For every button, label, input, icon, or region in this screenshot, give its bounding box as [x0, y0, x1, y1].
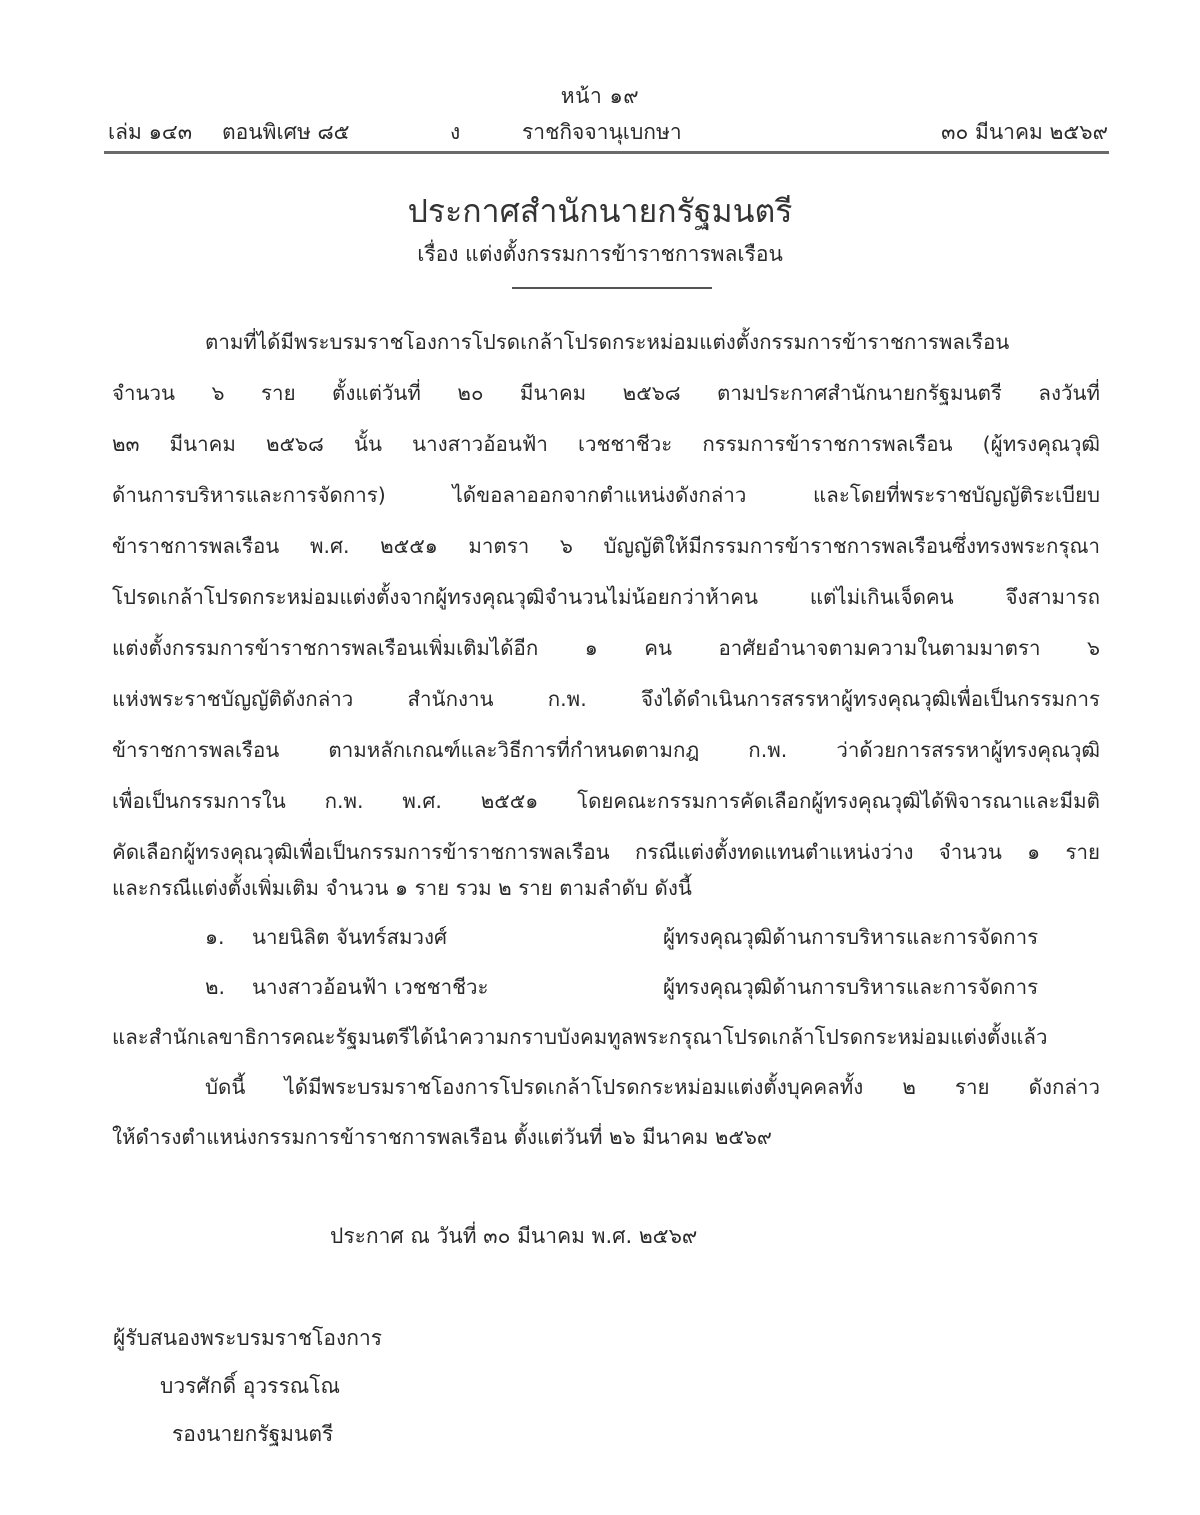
- appointee-category: ผู้ทรงคุณวุฒิด้านการบริหารและการจัดการ: [663, 925, 1039, 949]
- gazette-name: ราชกิจจานุเบกษา: [522, 120, 682, 144]
- header-date: ๓๐ มีนาคม ๒๕๖๙: [941, 120, 1108, 144]
- body-line: ตามที่ได้มีพระบรมราชโองการโปรดเกล้าโปรดกระหม่อมแต่งตั้งกรรมการข้าราชการพลเรือน: [205, 330, 1010, 354]
- page-number: หน้า ๑๙: [560, 84, 640, 108]
- body-line: ให้ดำรงตำแหน่งกรรมการข้าราชการพลเรือน ตั้งแต่วันที่ ๒๖ มีนาคม ๒๕๖๙: [112, 1125, 772, 1149]
- announcement-date: ประกาศ ณ วันที่ ๓๐ มีนาคม พ.ศ. ๒๕๖๙: [330, 1224, 698, 1248]
- body-line: แต่งตั้งกรรมการข้าราชการพลเรือนเพิ่มเติมได้อีก ๑ คน อาศัยอำนาจตามความในตามมาตรา ๖: [112, 636, 1100, 660]
- document-title: ประกาศสำนักนายกรัฐมนตรี: [407, 192, 793, 230]
- body-line: แห่งพระราชบัญญัติดังกล่าว สำนักงาน ก.พ. จึงได้ดำเนินการสรรหาผู้ทรงคุณวุฒิเพื่อเป็นกรรมการ: [112, 687, 1100, 711]
- title-divider: [512, 287, 712, 289]
- section-letter: ง: [450, 120, 461, 144]
- body-line: โปรดเกล้าโปรดกระหม่อมแต่งตั้งจากผู้ทรงคุณวุฒิจำนวนไม่น้อยกว่าห้าคน แต่ไม่เกินเจ็ดคน จึงสามารถ: [112, 585, 1100, 609]
- body-line: ด้านการบริหารและการจัดการ) ได้ขอลาออกจากตำแหน่งดังกล่าว และโดยที่พระราชบัญญัติระเบียบ: [112, 483, 1100, 507]
- header-divider: [104, 151, 1109, 154]
- body-line: ๒๓ มีนาคม ๒๕๖๘ นั้น นางสาวอ้อนฟ้า เวชชาชีวะ กรรมการข้าราชการพลเรือน (ผู้ทรงคุณวุฒิ: [112, 432, 1100, 456]
- document-subject: เรื่อง แต่งตั้งกรรมการข้าราชการพลเรือน: [417, 242, 783, 266]
- body-line: คัดเลือกผู้ทรงคุณวุฒิเพื่อเป็นกรรมการข้าราชการพลเรือน กรณีแต่งตั้งทดแทนตำแหน่งว่าง จำนวน ๑ ราย: [112, 840, 1100, 864]
- body-line: เพื่อเป็นกรรมการใน ก.พ. พ.ศ. ๒๕๕๑ โดยคณะกรรมการคัดเลือกผู้ทรงคุณวุฒิได้พิจารณาและมีมติ: [112, 789, 1100, 813]
- body-line: และสำนักเลขาธิการคณะรัฐมนตรีได้นำความกราบบังคมทูลพระกรุณาโปรดเกล้าโปรดกระหม่อมแต่งตั้งแล้ว: [112, 1025, 1048, 1049]
- body-line: ข้าราชการพลเรือน พ.ศ. ๒๕๕๑ มาตรา ๖ บัญญัติให้มีกรรมการข้าราชการพลเรือนซึ่งทรงพระกรุณา: [112, 534, 1100, 558]
- signatory-position: รองนายกรัฐมนตรี: [172, 1422, 334, 1446]
- body-line: บัดนี้ ได้มีพระบรมราชโองการโปรดเกล้าโปรดกระหม่อมแต่งตั้งบุคคลทั้ง ๒ ราย ดังกล่าว: [205, 1075, 1100, 1099]
- appointee-category: ผู้ทรงคุณวุฒิด้านการบริหารและการจัดการ: [663, 975, 1039, 999]
- gazette-header: [108, 116, 1108, 146]
- appointee-number: ๑.: [205, 925, 225, 949]
- body-line: และกรณีแต่งตั้งเพิ่มเติม จำนวน ๑ ราย รวม ๒ ราย ตามลำดับ ดังนี้: [112, 876, 692, 900]
- appointee-name: นายนิลิต จันทร์สมวงศ์: [252, 925, 448, 949]
- body-line: จำนวน ๖ ราย ตั้งแต่วันที่ ๒๐ มีนาคม ๒๕๖๘ ตามประกาศสำนักนายกรัฐมนตรี ลงวันที่: [112, 381, 1100, 405]
- volume-label: เล่ม ๑๔๓: [108, 120, 193, 144]
- body-line: ข้าราชการพลเรือน ตามหลักเกณฑ์และวิธีการที่กำหนดตามกฎ ก.พ. ว่าด้วยการสรรหาผู้ทรงคุณวุฒิ: [112, 738, 1100, 762]
- appointee-name: นางสาวอ้อนฟ้า เวชชาชีวะ: [252, 975, 489, 999]
- signatory-name: บวรศักดิ์ อุวรรณโณ: [160, 1374, 340, 1398]
- appointee-number: ๒.: [205, 975, 226, 999]
- countersign-label: ผู้รับสนองพระบรมราชโองการ: [113, 1326, 383, 1350]
- section-label: ตอนพิเศษ ๘๕: [222, 120, 350, 144]
